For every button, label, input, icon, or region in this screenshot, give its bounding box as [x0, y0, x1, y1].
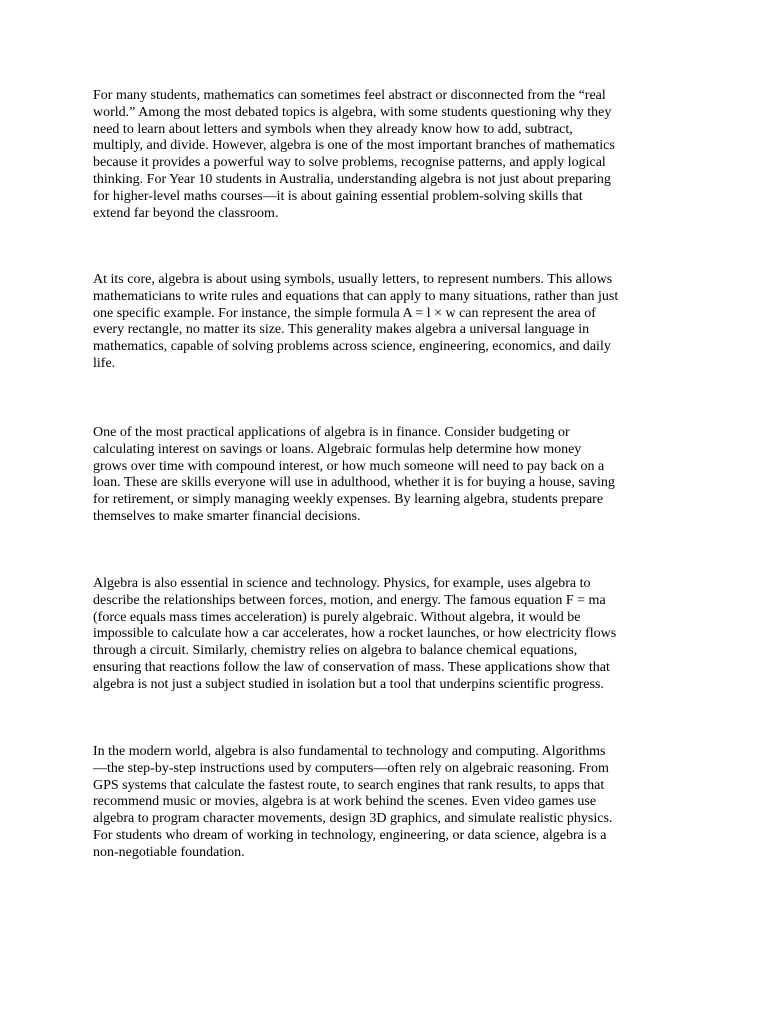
paragraph-technology: In the modern world, algebra is also fundamental to technology and computing. Algorithms —the step-by-step instructions used by computers—often rely on algebraic reasoning. From GPS systems that calculate the fastest route, to search engines that rank results, to apps that recommend music or movies, algebra is at work behind the scenes. Even video games use algebra to program character movements, design 3D graphics, and simulate realistic physics. For students who dream of working in technology, engineering, or data science, algebra is a non-negotiable foundation.: [93, 744, 613, 860]
paragraph-intro: For many students, mathematics can sometimes feel abstract or disconnected from the “real world.” Among the most debated topics is algebra, with some students questioning why they need to learn about letters and symbols when they already know how to add, subtract, multiply, and divide. However, algebra is one of the most important branches of mathematics because it provides a powerful way to solve problems, recognise patterns, and apply logical thinking. For Year 10 students in Australia, understanding algebra is not just about preparing for higher-level maths courses—it is about gaining essential problem-solving skills that extend far beyond the classroom.: [93, 88, 615, 221]
paragraph-science: Algebra is also essential in science and technology. Physics, for example, uses algebra to describe the relationships between forces, motion, and energy. The famous equation F = ma (force equals mass times acceleration) is purely algebraic. Without algebra, it would be impossible to calculate how a car accelerates, how a rocket launches, or how electricity flows through a circuit. Similarly, chemistry relies on algebra to balance chemical equations, ensuring that reactions follow the law of conservation of mass. These applications show that algebra is not just a subject studied in isolation but a tool that underpins scientific progress.: [93, 576, 617, 692]
paragraph-finance: One of the most practical applications of algebra is in finance. Consider budgeting or calculating interest on savings or loans. Algebraic formulas help determine how money grows over time with compound interest, or how much someone will need to pay back on a loan. These are skills everyone will use in adulthood, whether it is for buying a house, saving for retirement, or simply managing weekly expenses. By learning algebra, students prepare themselves to make smarter financial decisions.: [93, 425, 615, 524]
paragraph-core-symbols: At its core, algebra is about using symbols, usually letters, to represent numbers. This allows mathematicians to write rules and equations that can apply to many situations, rather than just one specific example. For instance, the simple formula A = l × w can represent the area of every rectangle, no matter its size. This generality makes algebra a universal language in mathematics, capable of solving problems across science, engineering, economics, and daily life.: [93, 272, 619, 371]
